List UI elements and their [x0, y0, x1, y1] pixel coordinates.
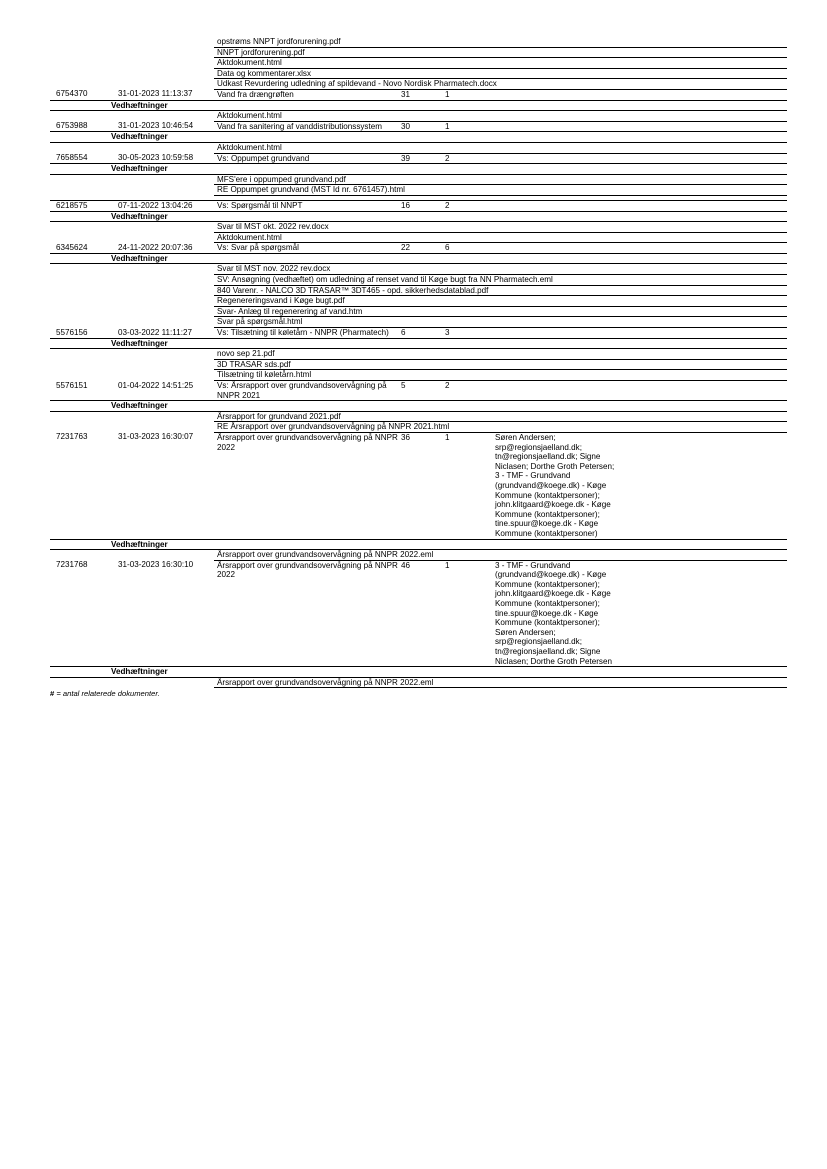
attachment-count: 3 [442, 328, 492, 339]
attachment-row [50, 174, 787, 185]
attachment-row [50, 232, 787, 243]
empty-cell [50, 211, 108, 222]
recipients: Søren Andersen; srp@regionsjaelland.dk; tn@regionsjaelland.dk; Signe Niclasen; Dorthe Groth Petersen; 3 - TMF - Grundvand (grundvand@koege.dk) - Køge Kommune (kontaktpersoner); john.klitgaard@koege.dk - Køge Kommune (kontaktpersoner); tine.spuur@koege.dk - Køge Kommune (kontaktpersoner) [492, 432, 615, 539]
recipients [492, 200, 615, 211]
recipients [492, 381, 615, 401]
document-date: 31-03-2023 16:30:10 [108, 560, 214, 667]
attachment-filename: RE Oppumpet grundvand (MST Id nr. 6761457).html [214, 185, 787, 196]
attachment-count: 1 [442, 432, 492, 539]
empty-cell [108, 174, 214, 185]
attachment-row [50, 306, 787, 317]
empty-cell [50, 349, 108, 360]
empty-cell [50, 100, 108, 111]
document-date: 30-05-2023 10:59:58 [108, 153, 214, 164]
document-id: 6754370 [50, 89, 108, 100]
empty-cell [615, 200, 787, 211]
empty-cell [50, 667, 108, 678]
document-date: 07-11-2022 13:04:26 [108, 200, 214, 211]
attachment-row [50, 296, 787, 307]
related-count: 36 [398, 432, 442, 539]
empty-cell [108, 142, 214, 153]
document-rows [50, 37, 787, 688]
empty-cell [615, 243, 787, 254]
attachment-filename: 840 Varenr. - NALCO 3D TRASAR™ 3DT465 - opd. sikkerhedsdatablad.pdf [214, 285, 787, 296]
empty-cell [50, 550, 108, 561]
empty-cell [50, 677, 108, 688]
attachment-row [50, 275, 787, 286]
attachment-filename: Aktdokument.html [214, 111, 787, 122]
attachment-row [50, 359, 787, 370]
empty-cell [50, 232, 108, 243]
empty-cell [50, 285, 108, 296]
attachment-row [50, 677, 787, 688]
footnote-symbol: # [50, 689, 55, 699]
empty-cell [108, 37, 214, 47]
document-row [50, 200, 787, 211]
document-id: 6753988 [50, 121, 108, 132]
empty-cell [50, 401, 108, 412]
attachment-row [50, 79, 787, 90]
attachment-row [50, 411, 787, 422]
attachment-filename: novo sep 21.pdf [214, 349, 787, 360]
document-id: 7231768 [50, 560, 108, 667]
document-title: Vs: Oppumpet grundvand [214, 153, 398, 164]
related-count: 16 [398, 200, 442, 211]
attachment-filename: Årsrapport over grundvandsovervågning på NNPR 2022.eml [214, 550, 787, 561]
empty-cell [108, 275, 214, 286]
empty-cell [50, 79, 108, 90]
attachment-filename: Svar på spørgsmål.html [214, 317, 787, 328]
empty-cell [50, 68, 108, 79]
empty-cell [50, 370, 108, 381]
recipients: 3 - TMF - Grundvand (grundvand@koege.dk) - Køge Kommune (kontaktpersoner); john.klitgaard@koege.dk - Køge Kommune (kontaktpersoner); tine.spuur@koege.dk - Køge Kommune (kontaktpersoner); Søren Andersen; srp@regionsjaelland.dk; tn@regionsjaelland.dk; Signe Niclasen; Dorthe Groth Petersen [492, 560, 615, 667]
empty-cell [50, 132, 108, 143]
document-page [50, 37, 787, 698]
attachment-row [50, 185, 787, 196]
related-count: 5 [398, 381, 442, 401]
empty-cell [50, 58, 108, 69]
document-row [50, 432, 787, 539]
empty-cell [50, 317, 108, 328]
attachment-filename: Årsrapport for grundvand 2021.pdf [214, 411, 787, 422]
footnote-text: = antal relaterede dokumenter. [54, 689, 160, 699]
empty-cell [50, 264, 108, 275]
empty-cell [50, 296, 108, 307]
empty-cell [108, 359, 214, 370]
related-count: 46 [398, 560, 442, 667]
attachment-filename: Tilsætning til køletårn.html [214, 370, 787, 381]
empty-cell [108, 349, 214, 360]
attachments-header-row [50, 338, 787, 349]
attachments-label: Vedhæftninger [108, 132, 787, 143]
empty-cell [50, 164, 108, 175]
attachment-row [50, 370, 787, 381]
recipients [492, 153, 615, 164]
attachment-count: 6 [442, 243, 492, 254]
attachment-count: 2 [442, 381, 492, 401]
document-date: 24-11-2022 20:07:36 [108, 243, 214, 254]
attachment-row [50, 68, 787, 79]
attachment-filename: MFS'ere i oppumped grundvand.pdf [214, 174, 787, 185]
document-date: 01-04-2022 14:51:25 [108, 381, 214, 401]
empty-cell [615, 560, 787, 667]
attachments-label: Vedhæftninger [108, 253, 787, 264]
attachment-row [50, 264, 787, 275]
empty-cell [615, 89, 787, 100]
attachment-filename: SV: Ansøgning (vedhæftet) om udledning af renset vand til Køge bugt fra NN Pharmatech.eml [214, 275, 787, 286]
document-title: Vs: Tilsætning til køletårn - NNPR (Pharmatech) [214, 328, 398, 339]
attachment-filename: Aktdokument.html [214, 58, 787, 69]
empty-cell [108, 79, 214, 90]
empty-cell [50, 37, 108, 47]
attachment-filename: Aktdokument.html [214, 232, 787, 243]
attachment-filename: Svar til MST okt. 2022 rev.docx [214, 222, 787, 233]
empty-cell [50, 185, 108, 196]
attachments-header-row [50, 164, 787, 175]
document-title: Årsrapport over grundvandsovervågning på NNPR 2022 [214, 432, 398, 539]
empty-cell [50, 253, 108, 264]
document-row [50, 89, 787, 100]
attachment-row [50, 222, 787, 233]
empty-cell [108, 111, 214, 122]
attachment-row [50, 550, 787, 561]
empty-cell [108, 296, 214, 307]
empty-cell [108, 422, 214, 433]
document-row [50, 121, 787, 132]
document-title: Årsrapport over grundvandsovervågning på NNPR 2022 [214, 560, 398, 667]
recipients [492, 121, 615, 132]
attachment-row [50, 349, 787, 360]
related-count: 31 [398, 89, 442, 100]
empty-cell [50, 47, 108, 58]
attachment-filename: Aktdokument.html [214, 142, 787, 153]
related-count: 39 [398, 153, 442, 164]
document-table [50, 37, 787, 688]
empty-cell [108, 306, 214, 317]
attachment-row [50, 58, 787, 69]
related-count: 22 [398, 243, 442, 254]
document-id: 6345624 [50, 243, 108, 254]
empty-cell [50, 275, 108, 286]
empty-cell [615, 153, 787, 164]
attachment-count: 1 [442, 121, 492, 132]
attachments-label: Vedhæftninger [108, 164, 787, 175]
document-id: 7231763 [50, 432, 108, 539]
document-title: Vand fra sanitering af vanddistributionssystem [214, 121, 398, 132]
attachments-label: Vedhæftninger [108, 539, 787, 550]
empty-cell [108, 47, 214, 58]
document-title: Vs: Spørgsmål til NNPT [214, 200, 398, 211]
attachments-header-row [50, 100, 787, 111]
document-row [50, 560, 787, 667]
empty-cell [108, 677, 214, 688]
empty-cell [108, 285, 214, 296]
attachments-header-row [50, 539, 787, 550]
empty-cell [50, 422, 108, 433]
empty-cell [108, 222, 214, 233]
empty-cell [108, 232, 214, 243]
empty-cell [615, 328, 787, 339]
related-count: 30 [398, 121, 442, 132]
empty-cell [50, 338, 108, 349]
attachments-header-row [50, 211, 787, 222]
document-date: 31-01-2023 11:13:37 [108, 89, 214, 100]
attachments-header-row [50, 253, 787, 264]
attachment-count: 1 [442, 89, 492, 100]
empty-cell [50, 222, 108, 233]
attachments-label: Vedhæftninger [108, 100, 787, 111]
attachment-filename: Regenereringsvand i Køge bugt.pdf [214, 296, 787, 307]
attachments-header-row [50, 401, 787, 412]
document-row [50, 328, 787, 339]
document-date: 03-03-2022 11:11:27 [108, 328, 214, 339]
empty-cell [50, 539, 108, 550]
attachment-filename: 3D TRASAR sds.pdf [214, 359, 787, 370]
attachment-count: 2 [442, 153, 492, 164]
attachment-filename: Svar- Anlæg til regenerering af vand.htm [214, 306, 787, 317]
document-title: Vs: Svar på spørgsmål [214, 243, 398, 254]
empty-cell [108, 68, 214, 79]
empty-cell [615, 381, 787, 401]
document-title: Vs: Årsrapport over grundvandsovervågning på NNPR 2021 [214, 381, 398, 401]
attachment-filename: Data og kommentarer.xlsx [214, 68, 787, 79]
attachment-count: 1 [442, 560, 492, 667]
recipients [492, 243, 615, 254]
related-count: 6 [398, 328, 442, 339]
empty-cell [615, 432, 787, 539]
document-row [50, 153, 787, 164]
attachment-row [50, 285, 787, 296]
document-id: 5576151 [50, 381, 108, 401]
empty-cell [108, 317, 214, 328]
attachment-filename: RE Årsrapport over grundvandsovervågning på NNPR 2021.html [214, 422, 787, 433]
attachments-header-row [50, 667, 787, 678]
attachment-filename: Årsrapport over grundvandsovervågning på NNPR 2022.eml [214, 677, 787, 688]
empty-cell [50, 411, 108, 422]
empty-cell [50, 174, 108, 185]
attachment-row [50, 111, 787, 122]
document-date: 31-03-2023 16:30:07 [108, 432, 214, 539]
attachment-row [50, 317, 787, 328]
empty-cell [50, 111, 108, 122]
attachments-label: Vedhæftninger [108, 401, 787, 412]
attachments-label: Vedhæftninger [108, 211, 787, 222]
attachment-filename: opstrøms NNPT jordforurening.pdf [214, 37, 787, 47]
empty-cell [50, 142, 108, 153]
empty-cell [108, 370, 214, 381]
document-id: 7658554 [50, 153, 108, 164]
document-title: Vand fra drængrøften [214, 89, 398, 100]
attachment-filename: Udkast Revurdering udledning af spildevand - Novo Nordisk Pharmatech.docx [214, 79, 787, 90]
attachments-label: Vedhæftninger [108, 667, 787, 678]
empty-cell [615, 121, 787, 132]
empty-cell [108, 58, 214, 69]
footnote [50, 689, 787, 698]
attachment-row [50, 37, 787, 47]
recipients [492, 328, 615, 339]
attachment-row [50, 142, 787, 153]
attachment-filename: Svar til MST nov. 2022 rev.docx [214, 264, 787, 275]
empty-cell [108, 550, 214, 561]
empty-cell [50, 359, 108, 370]
document-row [50, 381, 787, 401]
recipients [492, 89, 615, 100]
empty-cell [108, 264, 214, 275]
attachments-label: Vedhæftninger [108, 338, 787, 349]
empty-cell [50, 306, 108, 317]
attachment-count: 2 [442, 200, 492, 211]
document-id: 6218575 [50, 200, 108, 211]
empty-cell [108, 185, 214, 196]
attachments-header-row [50, 132, 787, 143]
document-row [50, 243, 787, 254]
attachment-filename: NNPT jordforurening.pdf [214, 47, 787, 58]
document-date: 31-01-2023 10:46:54 [108, 121, 214, 132]
document-id: 5576156 [50, 328, 108, 339]
attachment-row [50, 422, 787, 433]
attachment-row [50, 47, 787, 58]
empty-cell [108, 411, 214, 422]
